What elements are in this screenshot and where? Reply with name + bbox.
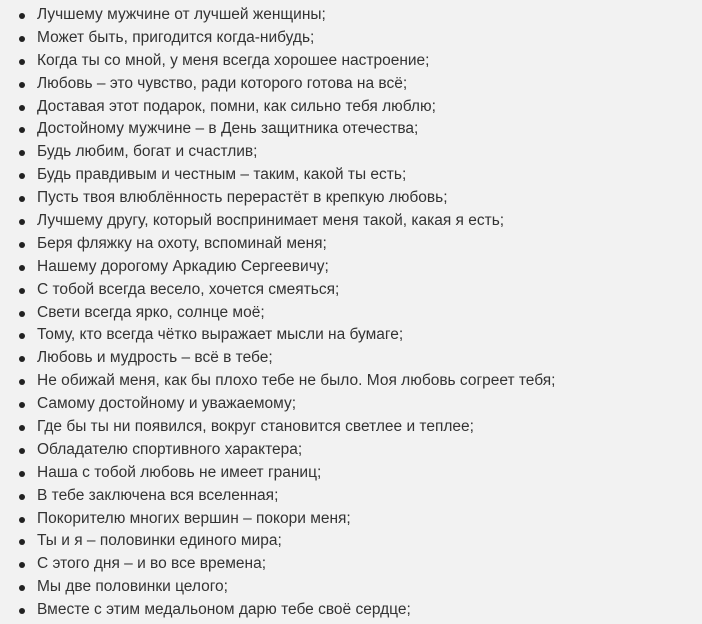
list-item-text: Любовь и мудрость – всё в тебе;	[37, 349, 273, 367]
bullet-icon	[19, 379, 25, 385]
bullet-icon	[19, 333, 25, 339]
list-item-text: Когда ты со мной, у меня всегда хорошее настроение;	[37, 51, 430, 69]
list-item-text: Достойному мужчине – в День защитника отечества;	[37, 120, 419, 138]
bullet-icon	[19, 608, 25, 614]
list-item	[0, 439, 702, 462]
list-item	[0, 256, 702, 279]
bullet-icon	[19, 127, 25, 133]
list-item	[0, 118, 702, 141]
list-item-text: Наша с тобой любовь не имеет границ;	[37, 463, 322, 481]
list-item-text: С тобой всегда весело, хочется смеяться;	[37, 280, 340, 298]
list-item	[0, 462, 702, 485]
list-item	[0, 96, 702, 119]
list-item-text: Не обижай меня, как бы плохо тебе не было. Моя любовь согреет тебя;	[37, 372, 556, 390]
list-item	[0, 576, 702, 599]
bullet-icon	[19, 402, 25, 408]
list-item-text: Обладателю спортивного характера;	[37, 440, 303, 458]
list-item	[0, 416, 702, 439]
bullet-icon	[19, 471, 25, 477]
bullet-icon	[19, 448, 25, 454]
list-item	[0, 485, 702, 508]
list-item-text: Самому достойному и уважаемому;	[37, 395, 297, 413]
list-item-text: Может быть, пригодится когда-нибудь;	[37, 28, 315, 46]
list-item	[0, 50, 702, 73]
bullet-icon	[19, 82, 25, 88]
bullet-icon	[19, 150, 25, 156]
list-item	[0, 164, 702, 187]
bullet-icon	[19, 311, 25, 317]
bullet-icon	[19, 196, 25, 202]
bullet-icon	[19, 494, 25, 500]
bullet-icon	[19, 173, 25, 179]
bullet-icon	[19, 585, 25, 591]
list-item-text: Нашему дорогому Аркадию Сергеевичу;	[37, 257, 329, 275]
bullet-icon	[19, 425, 25, 431]
list-item	[0, 27, 702, 50]
list-item	[0, 141, 702, 164]
bullet-icon	[19, 105, 25, 111]
bullet-icon	[19, 59, 25, 65]
bullet-icon	[19, 242, 25, 248]
list-item	[0, 370, 702, 393]
list-item	[0, 508, 702, 531]
bullet-icon	[19, 13, 25, 19]
bullet-icon	[19, 356, 25, 362]
list-item-text: Тому, кто всегда чётко выражает мысли на бумаге;	[37, 326, 404, 344]
list-item-text: Лучшему другу, который воспринимает меня такой, какая я есть;	[37, 212, 505, 230]
bullet-icon	[19, 219, 25, 225]
list-item-text: Ты и я – половинки единого мира;	[37, 532, 282, 550]
list-item	[0, 4, 702, 27]
list-item	[0, 73, 702, 96]
list-item-text: В тебе заключена вся вселенная;	[37, 486, 279, 504]
list-item-text: Где бы ты ни появился, вокруг становится светлее и теплее;	[37, 418, 474, 436]
bullet-icon	[19, 265, 25, 271]
bullet-icon	[19, 562, 25, 568]
list-item-text: Доставая этот подарок, помни, как сильно тебя люблю;	[37, 97, 436, 115]
list-item	[0, 393, 702, 416]
list-item	[0, 599, 702, 622]
list-item	[0, 302, 702, 325]
list-item-text: Вместе с этим медальоном дарю тебе своё сердце;	[37, 601, 411, 619]
list-item	[0, 210, 702, 233]
bullet-icon	[19, 36, 25, 42]
list-item-text: Будь правдивым и честным – таким, какой ты есть;	[37, 166, 407, 184]
list-item	[0, 187, 702, 210]
list-item-text: Лучшему мужчине от лучшей женщины;	[37, 6, 326, 23]
list-item	[0, 279, 702, 302]
list-item-text: Будь любим, богат и счастлив;	[37, 143, 258, 161]
list-item-text: Покорителю многих вершин – покори меня;	[37, 509, 351, 527]
list-item-text: Мы две половинки целого;	[37, 578, 228, 596]
list-item	[0, 530, 702, 553]
bullet-icon	[19, 517, 25, 523]
bullet-icon	[19, 539, 25, 545]
list-item-text: Любовь – это чувство, ради которого готова на всё;	[37, 74, 408, 92]
list-item	[0, 553, 702, 576]
bullet-icon	[19, 288, 25, 294]
list-item-text: С этого дня – и во все времена;	[37, 555, 267, 573]
list-item-text: Пусть твоя влюблённость перерастёт в крепкую любовь;	[37, 189, 448, 207]
list-item	[0, 347, 702, 370]
list-item	[0, 324, 702, 347]
list-item-text: Беря фляжку на охоту, вспоминай меня;	[37, 234, 327, 252]
list-item-text: Свети всегда ярко, солнце моё;	[37, 303, 265, 321]
list-item	[0, 233, 702, 256]
